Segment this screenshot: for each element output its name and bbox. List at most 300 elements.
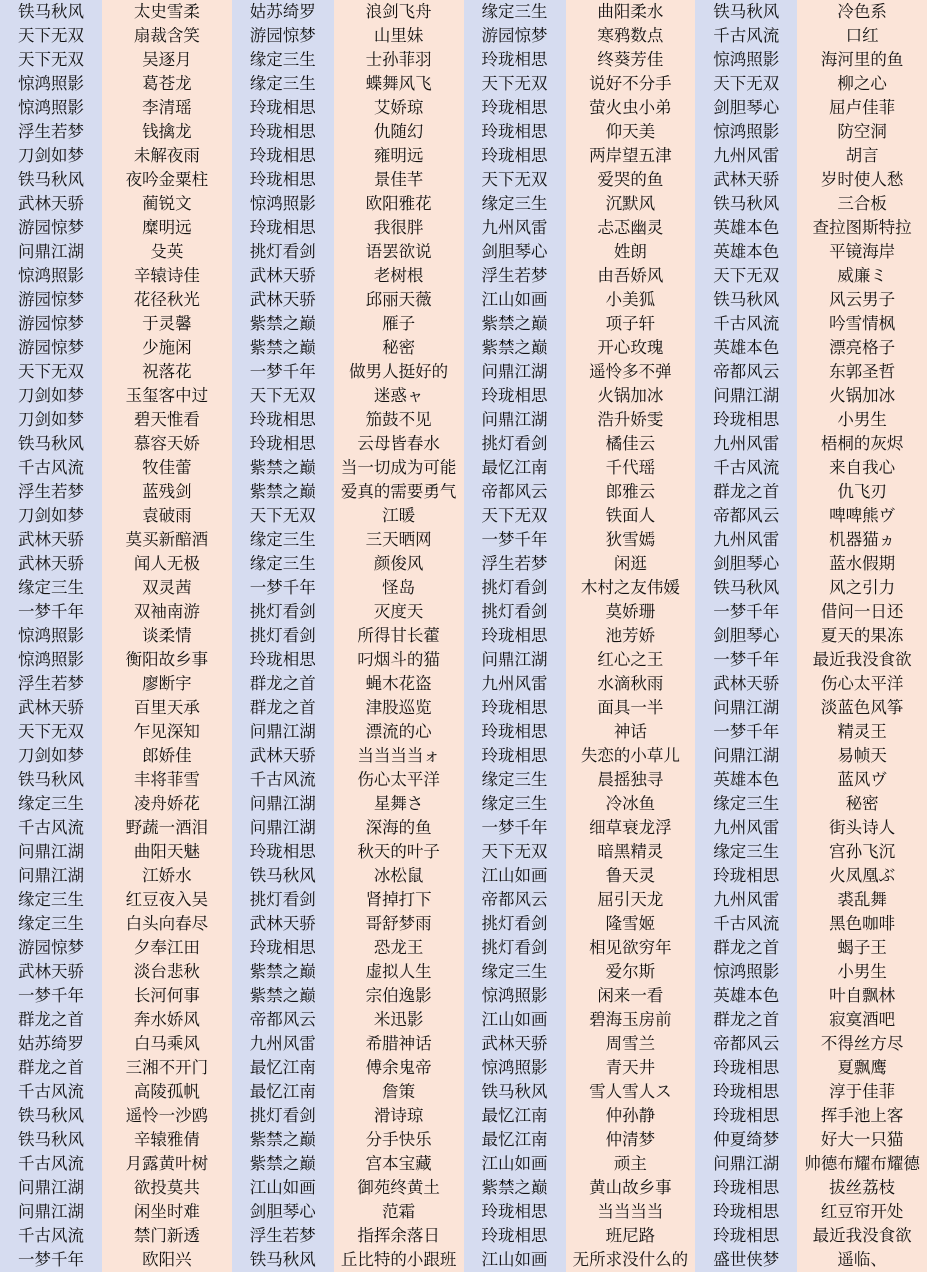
server-cell: 英雄本色: [695, 240, 797, 264]
server-cell: 帝都风云: [695, 360, 797, 384]
player-name-cell: 蔺锐文: [102, 192, 232, 216]
server-cell: 群龙之首: [0, 1056, 102, 1080]
player-name-cell: 慕容天娇: [102, 432, 232, 456]
server-cell: 玲珑相思: [232, 120, 334, 144]
table-row: [0, 1080, 927, 1104]
server-cell: 刀剑如梦: [0, 744, 102, 768]
player-name-cell: 沉默风: [566, 192, 696, 216]
server-cell: 一梦千年: [0, 1248, 102, 1272]
player-name-cell: 由吾娇风: [566, 264, 696, 288]
table-row: [0, 240, 927, 264]
player-name-cell: 周雪兰: [566, 1032, 696, 1056]
player-name-cell: 宫孙飞沉: [797, 840, 927, 864]
server-cell: 浮生若梦: [0, 120, 102, 144]
server-cell: 浮生若梦: [464, 552, 566, 576]
player-name-cell: 两岸望五津: [566, 144, 696, 168]
table-row: [0, 288, 927, 312]
player-name-cell: 面具一半: [566, 696, 696, 720]
server-cell: 缘定三生: [464, 768, 566, 792]
server-cell: 铁马秋风: [0, 168, 102, 192]
player-name-cell: 蝇木花盗: [334, 672, 464, 696]
player-name-cell: 米迅影: [334, 1008, 464, 1032]
server-cell: 英雄本色: [695, 984, 797, 1008]
server-cell: 九州风雷: [695, 528, 797, 552]
server-cell: 玲珑相思: [464, 624, 566, 648]
server-cell: 天下无双: [464, 168, 566, 192]
server-cell: 缘定三生: [695, 840, 797, 864]
player-name-cell: 爱尔斯: [566, 960, 696, 984]
player-name-cell: 淡台悲秋: [102, 960, 232, 984]
table-row: [0, 120, 927, 144]
player-name-cell: 红心之王: [566, 648, 696, 672]
player-name-cell: 当当当当ォ: [334, 744, 464, 768]
server-cell: 千古风流: [695, 312, 797, 336]
player-name-cell: 禁门新透: [102, 1224, 232, 1248]
server-cell: 问鼎江湖: [0, 1176, 102, 1200]
player-name-cell: 黄山故乡事: [566, 1176, 696, 1200]
player-name-cell: 花径秋光: [102, 288, 232, 312]
server-cell: 江山如画: [464, 864, 566, 888]
server-cell: 群龙之首: [0, 1008, 102, 1032]
player-name-cell: 说好不分手: [566, 72, 696, 96]
table-row: [0, 1032, 927, 1056]
server-cell: 一梦千年: [464, 816, 566, 840]
server-cell: 挑灯看剑: [232, 1104, 334, 1128]
server-cell: 武林天骄: [232, 912, 334, 936]
player-name-cell: 小美狐: [566, 288, 696, 312]
server-cell: 缘定三生: [232, 72, 334, 96]
server-cell: 武林天骄: [695, 672, 797, 696]
server-cell: 千古风流: [232, 768, 334, 792]
player-name-cell: 祝落花: [102, 360, 232, 384]
player-name-cell: 颜俊风: [334, 552, 464, 576]
player-name-cell: 隆雪姬: [566, 912, 696, 936]
player-name-cell: 风之引力: [797, 576, 927, 600]
server-cell: 天下无双: [232, 504, 334, 528]
player-name-cell: 蓝残剑: [102, 480, 232, 504]
server-cell: 玲珑相思: [695, 1200, 797, 1224]
player-name-cell: 易帧天: [797, 744, 927, 768]
player-name-cell: 曲阳柔水: [566, 0, 696, 24]
server-cell: 游园惊梦: [0, 288, 102, 312]
player-name-cell: 火凤凰ぶ: [797, 864, 927, 888]
server-cell: 天下无双: [695, 264, 797, 288]
server-cell: 剑胆琴心: [695, 552, 797, 576]
server-cell: 武林天骄: [0, 552, 102, 576]
player-name-cell: 欧阳兴: [102, 1248, 232, 1272]
player-name-cell: 街头诗人: [797, 816, 927, 840]
server-cell: 挑灯看剑: [464, 912, 566, 936]
player-name-cell: 指挥余落日: [334, 1224, 464, 1248]
table-row: [0, 576, 927, 600]
player-name-cell: 漂亮格子: [797, 336, 927, 360]
table-row: [0, 840, 927, 864]
server-cell: 刀剑如梦: [0, 504, 102, 528]
player-name-cell: 莫娇珊: [566, 600, 696, 624]
server-cell: 游园惊梦: [0, 936, 102, 960]
player-name-cell: 詹策: [334, 1080, 464, 1104]
server-cell: 天下无双: [0, 24, 102, 48]
player-name-cell: 未解夜雨: [102, 144, 232, 168]
player-name-cell: 遥怜多不弹: [566, 360, 696, 384]
server-cell: 玲珑相思: [232, 936, 334, 960]
player-name-cell: 青天井: [566, 1056, 696, 1080]
server-cell: 玲珑相思: [232, 408, 334, 432]
table-row: [0, 792, 927, 816]
server-cell: 千古风流: [0, 1080, 102, 1104]
server-cell: 缘定三生: [464, 960, 566, 984]
player-name-cell: 淳于佳菲: [797, 1080, 927, 1104]
server-cell: 铁马秋风: [232, 1248, 334, 1272]
player-name-cell: 闲逛: [566, 552, 696, 576]
player-name-cell: 莫买新醅酒: [102, 528, 232, 552]
server-cell: 九州风雷: [232, 1032, 334, 1056]
table-row: [0, 1224, 927, 1248]
player-name-cell: 蓝水假期: [797, 552, 927, 576]
player-name-cell: 梧桐的灰烬: [797, 432, 927, 456]
player-name-cell: 江暖: [334, 504, 464, 528]
player-name-cell: 屈引天龙: [566, 888, 696, 912]
table-row: [0, 384, 927, 408]
server-cell: 刀剑如梦: [0, 144, 102, 168]
server-cell: 缘定三生: [0, 792, 102, 816]
player-name-cell: 袁破雨: [102, 504, 232, 528]
player-name-cell: 小男生: [797, 960, 927, 984]
server-cell: 玲珑相思: [695, 1176, 797, 1200]
player-name-cell: 秘密: [334, 336, 464, 360]
server-cell: 群龙之首: [232, 696, 334, 720]
table-row: [0, 0, 927, 24]
server-cell: 最忆江南: [232, 1080, 334, 1104]
server-cell: 游园惊梦: [0, 216, 102, 240]
server-cell: 玲珑相思: [695, 1224, 797, 1248]
player-name-cell: 郎娇佳: [102, 744, 232, 768]
server-cell: 游园惊梦: [0, 336, 102, 360]
server-cell: 紫禁之巅: [232, 336, 334, 360]
player-name-cell: 不得丝方尽: [797, 1032, 927, 1056]
player-name-cell: 爱真的需要勇气: [334, 480, 464, 504]
server-cell: 紫禁之巅: [464, 336, 566, 360]
server-cell: 铁马秋风: [695, 288, 797, 312]
player-name-cell: 殳英: [102, 240, 232, 264]
server-cell: 缘定三生: [464, 192, 566, 216]
table-row: [0, 864, 927, 888]
server-cell: 一梦千年: [695, 600, 797, 624]
player-name-cell: 屈卢佳菲: [797, 96, 927, 120]
server-cell: 挑灯看剑: [232, 240, 334, 264]
player-name-cell: 蓝风ヴ: [797, 768, 927, 792]
player-name-cell: 少施闲: [102, 336, 232, 360]
player-name-cell: 双灵茜: [102, 576, 232, 600]
player-name-cell: 百里天承: [102, 696, 232, 720]
server-cell: 玲珑相思: [464, 120, 566, 144]
server-cell: 群龙之首: [695, 1008, 797, 1032]
player-name-cell: 乍见深知: [102, 720, 232, 744]
player-name-cell: 寒鸦数点: [566, 24, 696, 48]
player-name-cell: 查拉图斯特拉: [797, 216, 927, 240]
server-cell: 惊鸿照影: [695, 48, 797, 72]
server-cell: 缘定三生: [464, 0, 566, 24]
server-cell: 天下无双: [0, 48, 102, 72]
server-cell: 游园惊梦: [464, 24, 566, 48]
table-row: [0, 528, 927, 552]
server-cell: 江山如画: [232, 1176, 334, 1200]
player-name-cell: 叼烟斗的猫: [334, 648, 464, 672]
player-name-cell: 冰松鼠: [334, 864, 464, 888]
player-name-cell: 云母皆春水: [334, 432, 464, 456]
player-name-cell: 做男人挺好的: [334, 360, 464, 384]
server-cell: 仲夏绮梦: [695, 1128, 797, 1152]
player-name-cell: 最近我没食欲: [797, 648, 927, 672]
server-cell: 惊鸿照影: [232, 192, 334, 216]
server-cell: 姑苏绮罗: [0, 1032, 102, 1056]
player-name-cell: 欧阳雅花: [334, 192, 464, 216]
server-cell: 玲珑相思: [695, 1080, 797, 1104]
player-name-cell: 红豆帘开处: [797, 1200, 927, 1224]
server-cell: 铁马秋风: [695, 192, 797, 216]
server-cell: 问鼎江湖: [464, 360, 566, 384]
server-cell: 紫禁之巅: [464, 1176, 566, 1200]
server-cell: 帝都风云: [695, 1032, 797, 1056]
server-cell: 江山如画: [464, 1008, 566, 1032]
player-name-cell: 火锅加冰: [797, 384, 927, 408]
player-name-cell: 岁时使人愁: [797, 168, 927, 192]
table-row: [0, 96, 927, 120]
player-name-cell: 失恋的小草儿: [566, 744, 696, 768]
player-name-cell: 海河里的鱼: [797, 48, 927, 72]
player-name-cell: 蝶舞风飞: [334, 72, 464, 96]
server-cell: 缘定三生: [232, 528, 334, 552]
server-cell: 缘定三生: [232, 552, 334, 576]
server-cell: 九州风雷: [464, 672, 566, 696]
server-cell: 九州风雷: [695, 144, 797, 168]
server-cell: 浮生若梦: [464, 264, 566, 288]
player-name-cell: 平镜海岸: [797, 240, 927, 264]
player-name-cell: 高陵孤帆: [102, 1080, 232, 1104]
player-name-cell: 爱哭的鱼: [566, 168, 696, 192]
table-row: [0, 648, 927, 672]
table-row: [0, 504, 927, 528]
player-name-cell: 火锅加冰: [566, 384, 696, 408]
player-name-cell: 宫本宝藏: [334, 1152, 464, 1176]
player-name-cell: 双袖南游: [102, 600, 232, 624]
player-name-cell: 分手快乐: [334, 1128, 464, 1152]
player-name-cell: 黑色咖啡: [797, 912, 927, 936]
server-cell: 一梦千年: [464, 528, 566, 552]
server-cell: 帝都风云: [464, 480, 566, 504]
server-cell: 惊鸿照影: [695, 960, 797, 984]
player-name-cell: 于灵馨: [102, 312, 232, 336]
player-name-cell: 来自我心: [797, 456, 927, 480]
player-name-cell: 山里妹: [334, 24, 464, 48]
table-row: [0, 1152, 927, 1176]
server-cell: 剑胆琴心: [464, 240, 566, 264]
player-name-cell: 白头向春尽: [102, 912, 232, 936]
player-name-cell: 仇飞刃: [797, 480, 927, 504]
server-cell: 惊鸿照影: [0, 624, 102, 648]
table-row: [0, 672, 927, 696]
server-cell: 武林天骄: [0, 192, 102, 216]
server-cell: 玲珑相思: [464, 720, 566, 744]
table-row: [0, 1176, 927, 1200]
table-row: [0, 456, 927, 480]
server-cell: 紫禁之巅: [232, 960, 334, 984]
player-name-cell: 夏天的果冻: [797, 624, 927, 648]
server-cell: 玲珑相思: [232, 432, 334, 456]
player-name-cell: 胡言: [797, 144, 927, 168]
player-name-cell: 丘比特的小跟班: [334, 1248, 464, 1272]
server-cell: 千古风流: [0, 816, 102, 840]
player-name-cell: 伤心太平洋: [334, 768, 464, 792]
server-cell: 问鼎江湖: [0, 1200, 102, 1224]
server-cell: 武林天骄: [0, 528, 102, 552]
player-name-cell: 小男生: [797, 408, 927, 432]
player-name-cell: 蝎子王: [797, 936, 927, 960]
server-cell: 紫禁之巅: [232, 312, 334, 336]
server-cell: 剑胆琴心: [695, 624, 797, 648]
player-name-cell: 碧海玉房前: [566, 1008, 696, 1032]
table-row: [0, 408, 927, 432]
server-cell: 最忆江南: [464, 1128, 566, 1152]
server-cell: 铁马秋风: [695, 576, 797, 600]
server-cell: 群龙之首: [232, 672, 334, 696]
player-name-cell: 虚拟人生: [334, 960, 464, 984]
server-cell: 紫禁之巅: [232, 480, 334, 504]
server-cell: 武林天骄: [232, 264, 334, 288]
server-cell: 问鼎江湖: [0, 864, 102, 888]
server-cell: 玲珑相思: [232, 168, 334, 192]
server-cell: 一梦千年: [232, 360, 334, 384]
server-cell: 玲珑相思: [695, 864, 797, 888]
player-name-cell: 雁子: [334, 312, 464, 336]
server-cell: 千古风流: [0, 1224, 102, 1248]
player-name-cell: 精灵王: [797, 720, 927, 744]
player-name-cell: 神话: [566, 720, 696, 744]
server-cell: 铁马秋风: [0, 432, 102, 456]
server-cell: 惊鸿照影: [464, 984, 566, 1008]
server-cell: 问鼎江湖: [695, 744, 797, 768]
table-row: [0, 1128, 927, 1152]
server-cell: 天下无双: [464, 72, 566, 96]
server-cell: 刀剑如梦: [0, 408, 102, 432]
player-name-cell: 雪人雪人ス: [566, 1080, 696, 1104]
server-cell: 玲珑相思: [464, 48, 566, 72]
table-row: [0, 936, 927, 960]
player-name-cell: 三合板: [797, 192, 927, 216]
player-name-cell: 无所求没什么的: [566, 1248, 696, 1272]
player-name-cell: 铁面人: [566, 504, 696, 528]
server-cell: 玲珑相思: [464, 1200, 566, 1224]
server-cell: 千古风流: [0, 456, 102, 480]
table-row: [0, 480, 927, 504]
server-cell: 玲珑相思: [695, 408, 797, 432]
server-cell: 天下无双: [464, 840, 566, 864]
player-name-cell: 项子轩: [566, 312, 696, 336]
player-name-cell: 帅德布耀布耀德: [797, 1152, 927, 1176]
server-cell: 浮生若梦: [0, 672, 102, 696]
server-cell: 英雄本色: [695, 336, 797, 360]
server-cell: 浮生若梦: [0, 480, 102, 504]
player-name-cell: 防空洞: [797, 120, 927, 144]
server-cell: 盛世侠梦: [695, 1248, 797, 1272]
player-name-cell: 奔水娇风: [102, 1008, 232, 1032]
player-name-cell: 开心玫瑰: [566, 336, 696, 360]
player-name-cell: 秋天的叶子: [334, 840, 464, 864]
table-row: [0, 1248, 927, 1272]
server-cell: 刀剑如梦: [0, 384, 102, 408]
player-name-cell: 狄雪嫣: [566, 528, 696, 552]
player-name-cell: 夜吟金粟柱: [102, 168, 232, 192]
server-cell: 游园惊梦: [0, 312, 102, 336]
player-name-cell: 机器猫ヵ: [797, 528, 927, 552]
player-name-cell: 东郭圣哲: [797, 360, 927, 384]
player-name-cell: 谈柔情: [102, 624, 232, 648]
server-cell: 缘定三生: [695, 792, 797, 816]
player-name-cell: 野蔬一酒泪: [102, 816, 232, 840]
player-name-cell: 浩升娇雯: [566, 408, 696, 432]
table-row: [0, 624, 927, 648]
server-cell: 铁马秋风: [0, 1104, 102, 1128]
server-cell: 缘定三生: [0, 888, 102, 912]
server-cell: 玲珑相思: [464, 744, 566, 768]
player-name-cell: 所得甘长藿: [334, 624, 464, 648]
player-name-cell: 深海的鱼: [334, 816, 464, 840]
server-cell: 江山如画: [464, 1152, 566, 1176]
server-cell: 浮生若梦: [232, 1224, 334, 1248]
server-cell: 九州风雷: [464, 216, 566, 240]
table-row: [0, 432, 927, 456]
player-name-cell: 语罢欲说: [334, 240, 464, 264]
server-cell: 一梦千年: [695, 720, 797, 744]
server-cell: 天下无双: [232, 384, 334, 408]
player-name-cell: 丰将菲雪: [102, 768, 232, 792]
server-cell: 问鼎江湖: [0, 840, 102, 864]
player-name-cell: 希腊神话: [334, 1032, 464, 1056]
server-cell: 九州风雷: [695, 888, 797, 912]
player-name-cell: 仲孙静: [566, 1104, 696, 1128]
player-name-cell: 当当当当: [566, 1200, 696, 1224]
server-cell: 帝都风云: [464, 888, 566, 912]
player-name-cell: 仰天美: [566, 120, 696, 144]
table-row: [0, 960, 927, 984]
player-name-cell: 怪岛: [334, 576, 464, 600]
player-name-cell: 借问一日还: [797, 600, 927, 624]
player-name-cell: 闲来一看: [566, 984, 696, 1008]
player-name-cell: 津股巡览: [334, 696, 464, 720]
server-cell: 天下无双: [0, 720, 102, 744]
player-name-cell: 仲清梦: [566, 1128, 696, 1152]
server-cell: 玲珑相思: [232, 648, 334, 672]
server-cell: 铁马秋风: [232, 864, 334, 888]
player-name-cell: 淡蓝色风筝: [797, 696, 927, 720]
player-name-cell: 姓朗: [566, 240, 696, 264]
table-row: [0, 1008, 927, 1032]
server-cell: 武林天骄: [0, 960, 102, 984]
player-name-cell: 当一切成为可能: [334, 456, 464, 480]
player-name-cell: 仇随幻: [334, 120, 464, 144]
player-name-cell: 滑诗琼: [334, 1104, 464, 1128]
server-cell: 问鼎江湖: [695, 384, 797, 408]
server-cell: 一梦千年: [0, 984, 102, 1008]
server-cell: 问鼎江湖: [232, 816, 334, 840]
player-name-cell: 肾掉打下: [334, 888, 464, 912]
player-name-cell: 鲁天灵: [566, 864, 696, 888]
server-cell: 帝都风云: [695, 504, 797, 528]
server-cell: 问鼎江湖: [0, 240, 102, 264]
player-name-cell: 星舞さ: [334, 792, 464, 816]
player-name-cell: 玉玺客中过: [102, 384, 232, 408]
player-name-cell: 木村之友伟媛: [566, 576, 696, 600]
